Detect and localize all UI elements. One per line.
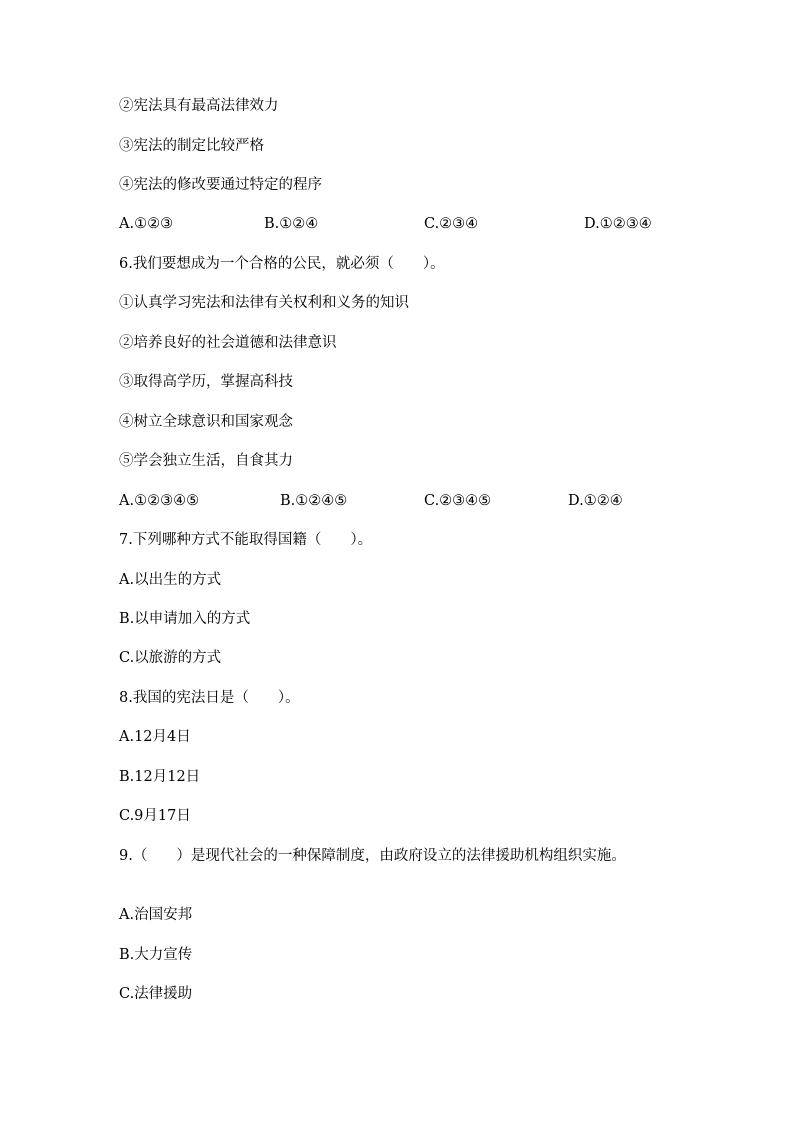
q9-option-c: C.法律援助 — [119, 986, 193, 1002]
q6-item-5: ⑤学会独立生活，自食其力 — [119, 453, 293, 469]
q9-option-b: B.大力宣传 — [119, 947, 193, 963]
q8-option-b: B.12月12日 — [119, 769, 201, 785]
q6-option-a: A.①②③④⑤ — [119, 493, 200, 509]
q7-stem: 7.下列哪种方式不能取得国籍（ ）。 — [119, 532, 373, 548]
q8-stem: 8.我国的宪法日是（ ）。 — [119, 690, 300, 706]
q6-item-2: ②培养良好的社会道德和法律意识 — [119, 335, 337, 351]
q6-stem: 6.我们要想成为一个合格的公民，就必须（ ）。 — [119, 256, 445, 272]
q6-option-d: D.①②④ — [568, 493, 623, 509]
q6-option-c: C.②③④⑤ — [424, 493, 492, 509]
q7-option-c: C.以旅游的方式 — [119, 650, 222, 666]
q6-item-1: ①认真学习宪法和法律有关权利和义务的知识 — [119, 295, 409, 311]
q8-option-c: C.9月17日 — [119, 808, 191, 824]
q5-item-3: ③宪法的制定比较严格 — [119, 138, 264, 154]
q6-item-4: ④树立全球意识和国家观念 — [119, 414, 293, 430]
q7-option-a: A.以出生的方式 — [119, 572, 222, 588]
q5-option-b: B.①②④ — [264, 216, 319, 232]
q6-option-b: B.①②④⑤ — [280, 493, 348, 509]
q5-option-d: D.①②③④ — [584, 216, 652, 232]
q8-option-a: A.12月4日 — [119, 729, 191, 745]
q6-item-3: ③取得高学历，掌握高科技 — [119, 374, 293, 390]
q9-stem: 9.（ ）是现代社会的一种保障制度，由政府设立的法律援助机构组织实施。 — [119, 848, 626, 864]
q5-option-a: A.①②③ — [119, 216, 174, 232]
q5-item-2: ②宪法具有最高法律效力 — [119, 98, 279, 114]
q9-option-a: A.治国安邦 — [119, 907, 193, 923]
q5-option-c: C.②③④ — [424, 216, 479, 232]
q5-item-4: ④宪法的修改要通过特定的程序 — [119, 177, 322, 193]
q7-option-b: B.以申请加入的方式 — [119, 611, 251, 627]
